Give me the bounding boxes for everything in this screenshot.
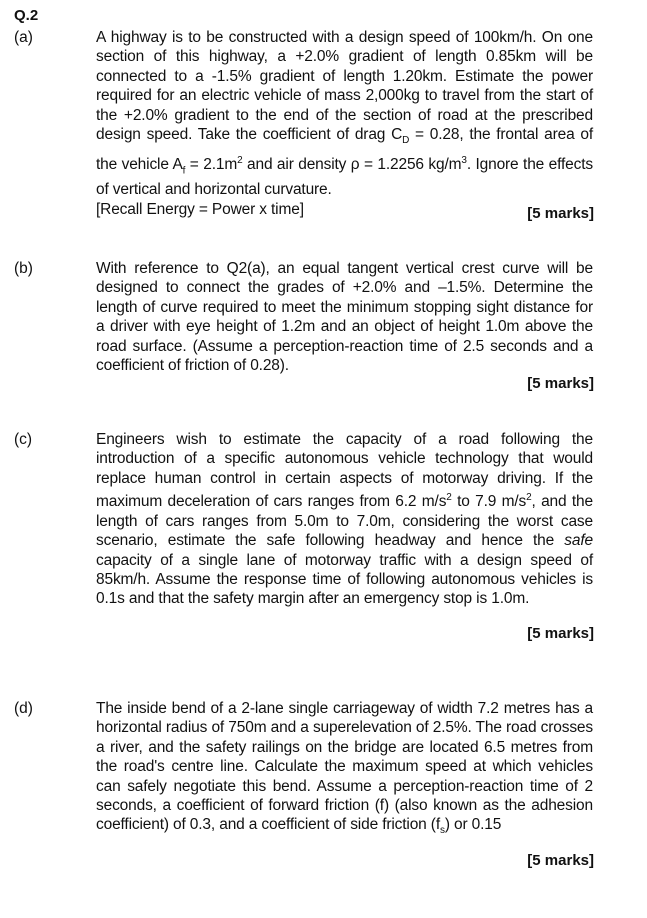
part-d-label: (d) [14,700,33,717]
part-a-text-4: and air density ρ = 1.2256 kg/m [242,155,462,173]
part-c-text [96,430,593,609]
part-c-text-4: capacity of a single lane of motorway traffic with a design speed of 85km/h. Assume the response time of following autonomous vehicles is 0.1s and that the safety margin after an emergency stop is 1.0m. [96,551,593,608]
part-a-sup-area: 2 [237,154,243,166]
part-a-text-1: A highway is to be constructed with a design speed of 100km/h. On one section of this highway, a +2.0% gradient of length 0.85km will be connected to a -1.5% gradient of length 1.20km. Estimate the power required for an electric vehicle of mass 2,000kg to travel from the start of the +2.0% gradient to the end of the section of road at the prescribed design speed. Take the coefficient of drag C [96,29,593,144]
part-d-text-2: ) or 0.15 [444,816,502,834]
part-d-sub-fs: s [439,825,445,837]
part-c-text-2: to 7.9 m/s [451,493,527,511]
part-d-text [96,699,593,841]
part-a-paragraph [96,28,593,200]
question-number: Q.2 [14,7,39,24]
part-a-sup-density: 3 [461,154,467,166]
part-b-paragraph: With reference to Q2(a), an equal tangent vertical crest curve will be designed to connect the grades of +2.0% and –1.5%. Determine the length of curve required to meet the minimum stopping sight distance for a driver with eye height of 1.2m and an object of height 1.0m above the road surface. (Assume a perception-reaction time of 2.5 seconds and a coefficient of friction of 0.28). [96,260,593,375]
part-c-paragraph [96,430,593,609]
part-b-text [96,259,593,375]
part-b-label: (b) [14,260,33,277]
part-c-marks: [5 marks] [527,625,594,642]
part-c-text-1: Engineers wish to estimate the capacity of a road following the introduction of a specific autonomous vehicle technology that would replace human control in certain aspects of motorway driving. If the maximum deceleration of cars ranges from 6.2 m/s [96,431,593,511]
part-c-italic-safe: safe [564,532,593,550]
part-a-text [96,28,593,219]
part-a-text-5: . Ignore the effects of vertical and horizontal curvature. [96,155,593,199]
part-c-sup-1: 2 [446,492,452,504]
part-a-marks: [5 marks] [527,205,594,222]
part-c-sup-2: 2 [526,492,532,504]
part-a-label: (a) [14,29,33,46]
part-b-marks: [5 marks] [527,375,594,392]
part-d-text-1: The inside bend of a 2-lane single carriageway of width 7.2 metres has a horizontal radius of 750m and a superelevation of 2.5%. The road crosses a river, and the safety railings on the bridge are located 6.5 metres from the road's centre line. Calculate the maximum speed at which vehicles can safely negotiate this bend. Assume a perception-reaction time of 2 seconds, a coefficient of forward friction (f) (also known as the adhesion coefficient) of 0.3, and a coefficient of side friction (f [96,700,593,834]
part-c-label: (c) [14,431,33,448]
part-a-sub-drag: D [402,135,410,147]
part-d-paragraph [96,699,593,841]
part-d-marks: [5 marks] [527,852,594,869]
part-a-recall: [Recall Energy = Power x time] [96,200,304,218]
part-c-text-3: , and the length of cars ranges from 5.0m to 7.0m, considering the worst case scenario, estimate the safe following headway and hence the [96,493,593,550]
part-a-text-2: = 0.28, the frontal area of the vehicle A [96,126,593,173]
part-a-text-3: = 2.1m [185,155,238,173]
part-a-sub-area: f [182,164,186,176]
